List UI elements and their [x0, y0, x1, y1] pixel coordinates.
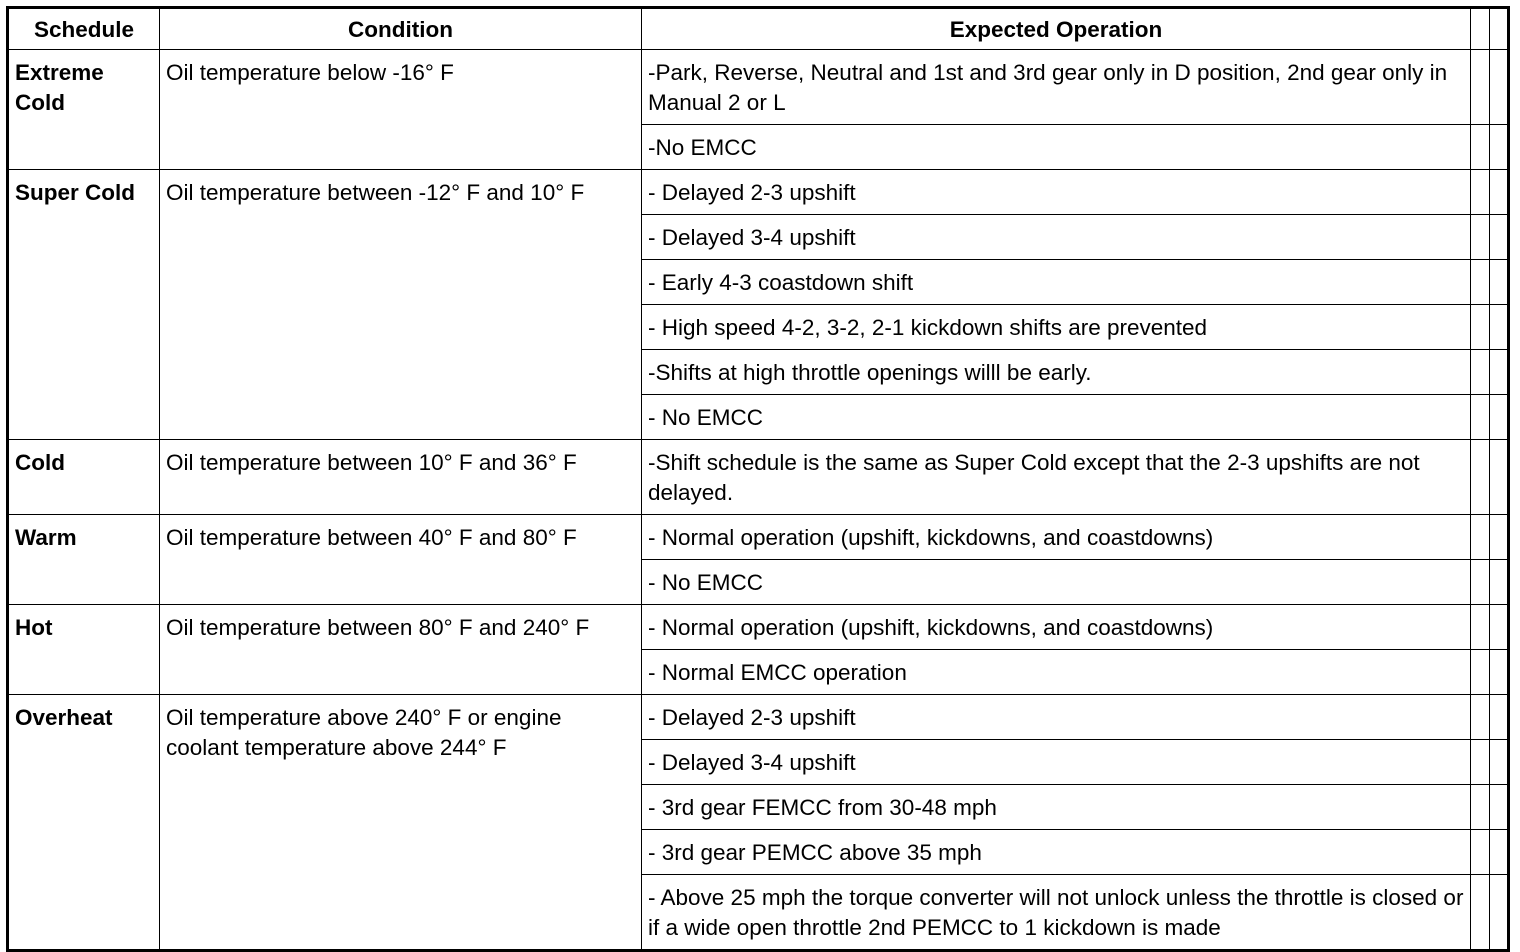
table-row	[8, 50, 1509, 125]
spacer-cell	[1490, 125, 1509, 170]
table-body	[8, 50, 1509, 951]
operation-cell: - Delayed 3-4 upshift	[642, 215, 1471, 260]
spacer-cell	[1471, 305, 1490, 350]
operation-cell: -Shifts at high throttle openings willl be early.	[642, 350, 1471, 395]
spacer-cell	[1471, 875, 1490, 951]
operation-cell: - Delayed 2-3 upshift	[642, 170, 1471, 215]
operation-cell: - Normal EMCC operation	[642, 650, 1471, 695]
schedule-cell: Warm	[8, 515, 160, 605]
schedule-table	[6, 6, 1510, 952]
spacer-cell	[1490, 170, 1509, 215]
spacer-cell	[1490, 215, 1509, 260]
spacer-cell	[1471, 215, 1490, 260]
spacer-cell	[1471, 785, 1490, 830]
spacer-cell	[1490, 740, 1509, 785]
spacer-cell	[1490, 440, 1509, 515]
header-expected-operation: Expected Operation	[642, 8, 1471, 50]
spacer-cell	[1490, 260, 1509, 305]
schedule-cell: Super Cold	[8, 170, 160, 440]
spacer-cell	[1471, 440, 1490, 515]
spacer-cell	[1490, 650, 1509, 695]
table-row	[8, 605, 1509, 650]
operation-cell: - No EMCC	[642, 395, 1471, 440]
schedule-cell: Hot	[8, 605, 160, 695]
spacer-cell	[1490, 560, 1509, 605]
operation-cell: - High speed 4-2, 3-2, 2-1 kickdown shifts are prevented	[642, 305, 1471, 350]
operation-cell: - 3rd gear PEMCC above 35 mph	[642, 830, 1471, 875]
spacer-cell	[1471, 650, 1490, 695]
spacer-cell	[1490, 695, 1509, 740]
schedule-cell: Overheat	[8, 695, 160, 951]
spacer-cell	[1490, 605, 1509, 650]
table-row	[8, 515, 1509, 560]
header-spacer-cell	[1471, 8, 1490, 50]
spacer-cell	[1471, 395, 1490, 440]
spacer-cell	[1471, 515, 1490, 560]
schedule-cell: Cold	[8, 440, 160, 515]
condition-cell: Oil temperature between -12° F and 10° F	[160, 170, 642, 440]
spacer-cell	[1471, 740, 1490, 785]
header-spacer-cell	[1490, 8, 1509, 50]
spacer-cell	[1490, 785, 1509, 830]
operation-cell: - Normal operation (upshift, kickdowns, and coastdowns)	[642, 515, 1471, 560]
header-schedule: Schedule	[8, 8, 160, 50]
spacer-cell	[1490, 875, 1509, 951]
schedule-cell: Extreme Cold	[8, 50, 160, 170]
spacer-cell	[1471, 170, 1490, 215]
operation-cell: - Early 4-3 coastdown shift	[642, 260, 1471, 305]
spacer-cell	[1490, 830, 1509, 875]
operation-cell: - Above 25 mph the torque converter will not unlock unless the throttle is closed or if a wide open throttle 2nd PEMCC to 1 kickdown is made	[642, 875, 1471, 951]
condition-cell: Oil temperature below -16° F	[160, 50, 642, 170]
spacer-cell	[1471, 695, 1490, 740]
table-row	[8, 695, 1509, 740]
header-row	[8, 8, 1509, 50]
operation-cell: - 3rd gear FEMCC from 30-48 mph	[642, 785, 1471, 830]
spacer-cell	[1471, 125, 1490, 170]
spacer-cell	[1471, 830, 1490, 875]
spacer-cell	[1490, 350, 1509, 395]
operation-cell: -No EMCC	[642, 125, 1471, 170]
operation-cell: - Delayed 3-4 upshift	[642, 740, 1471, 785]
spacer-cell	[1490, 515, 1509, 560]
spacer-cell	[1490, 50, 1509, 125]
spacer-cell	[1471, 560, 1490, 605]
spacer-cell	[1471, 260, 1490, 305]
condition-cell: Oil temperature between 80° F and 240° F	[160, 605, 642, 695]
condition-cell: Oil temperature between 10° F and 36° F	[160, 440, 642, 515]
header-condition: Condition	[160, 8, 642, 50]
operation-cell: - Normal operation (upshift, kickdowns, and coastdowns)	[642, 605, 1471, 650]
spacer-cell	[1471, 50, 1490, 125]
spacer-cell	[1471, 605, 1490, 650]
table-row	[8, 170, 1509, 215]
operation-cell: -Shift schedule is the same as Super Cold except that the 2-3 upshifts are not delayed.	[642, 440, 1471, 515]
operation-cell: - No EMCC	[642, 560, 1471, 605]
operation-cell: - Delayed 2-3 upshift	[642, 695, 1471, 740]
spacer-cell	[1490, 395, 1509, 440]
spacer-cell	[1471, 350, 1490, 395]
condition-cell: Oil temperature above 240° F or engine coolant temperature above 244° F	[160, 695, 642, 951]
table-row	[8, 440, 1509, 515]
condition-cell: Oil temperature between 40° F and 80° F	[160, 515, 642, 605]
spacer-cell	[1490, 305, 1509, 350]
operation-cell: -Park, Reverse, Neutral and 1st and 3rd gear only in D position, 2nd gear only in Manual 2 or L	[642, 50, 1471, 125]
